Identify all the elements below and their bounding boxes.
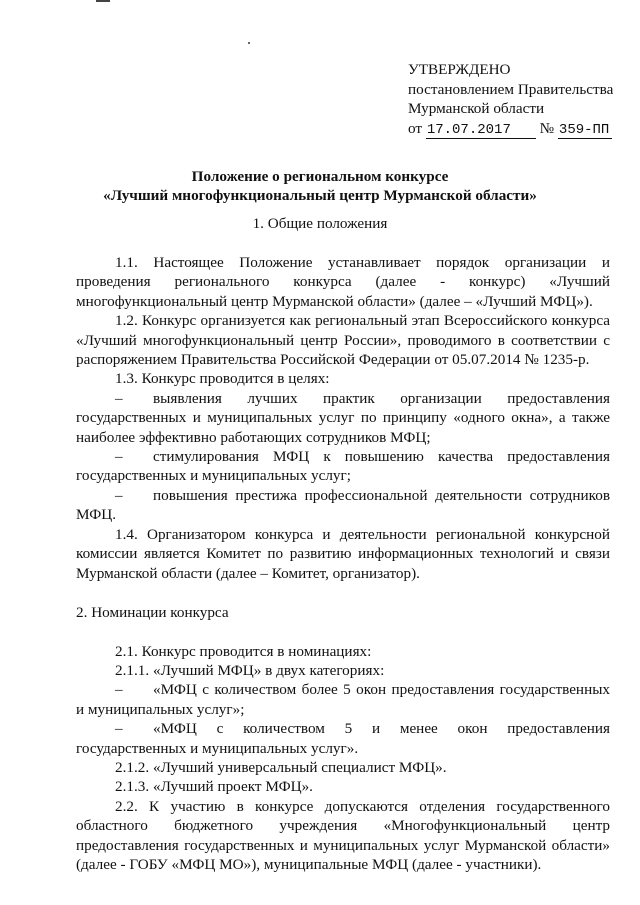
list-item-goal-3 xyxy=(76,486,610,525)
list-item-category-2 xyxy=(76,719,610,758)
approval-stamp xyxy=(408,60,613,139)
dash-marker: – xyxy=(115,486,123,504)
paragraph-2-1-2: 2.1.2. «Лучший универсальный специалист МФЦ». xyxy=(115,758,447,776)
section-title-1: 1. Общие положения xyxy=(252,215,388,232)
paragraph-1-4: 1.4. Организатором конкурса и деятельности региональной конкурсной комиссии является Комитет по развитию информационных технологий и связи Мурманской области (далее – Комитет, организатор). xyxy=(76,525,610,582)
dash-marker: – xyxy=(115,681,123,699)
scan-artifact-dot xyxy=(248,42,250,44)
approval-date-line xyxy=(408,119,613,139)
paragraph-1-1: 1.1. Настоящее Положение устанавливает порядок организации и проведения регионального конкурса (далее - конкурс) «Лучший многофункциональный центр Мурманской области» (далее – «Лучший МФЦ»). xyxy=(76,254,610,310)
approval-number: 359-ПП xyxy=(558,123,612,139)
approval-from-label: от xyxy=(408,119,423,137)
approval-line-2: Мурманской области xyxy=(408,100,545,117)
paragraph-1-2: 1.2. Конкурс организуется как региональный этап Всероссийского конкурса «Лучший многофункциональный центр России», проводимого в соответствии с распоряжением Правительства Российской Федерации от 05.07.2014 № 1235-р. xyxy=(76,312,610,369)
list-item-text: «МФЦ с количеством 5 и менее окон предоставления государственных и муниципальных услуг». xyxy=(76,720,610,757)
list-item-text: «МФЦ с количеством более 5 окон предоставления государственных и муниципальных услуг»; xyxy=(76,681,610,718)
list-item-goal-2 xyxy=(76,447,610,486)
document-title-line-1: Положение о региональном конкурсе xyxy=(191,168,449,185)
paragraph-2-2: 2.2. К участию в конкурсе допускаются отделения государственного областного бюджетного учреждения «Многофункциональный центр предоставления государственных и муниципальных услуг Мурманской области» (далее - ГОБУ «МФЦ МО»), муниципальные МФЦ (далее - участники). xyxy=(76,797,610,873)
list-item-category-1 xyxy=(76,680,610,719)
dash-marker: – xyxy=(115,389,123,407)
scan-artifact xyxy=(96,0,110,2)
document-body xyxy=(76,253,610,874)
dash-marker: – xyxy=(115,720,123,738)
list-item-text: повышения престижа профессиональной деятельности сотрудников МФЦ. xyxy=(76,486,610,524)
list-item-goal-1 xyxy=(76,389,610,447)
document-title-line-2: «Лучший многофункциональный центр Мурманской области» xyxy=(103,187,537,204)
approval-number-label: № xyxy=(539,119,555,137)
paragraph-2-1-1: 2.1.1. «Лучший МФЦ» в двух категориях: xyxy=(115,661,385,679)
paragraph-2-1-3: 2.1.3. «Лучший проект МФЦ». xyxy=(115,778,313,796)
approval-heading: УТВЕРЖДЕНО xyxy=(408,61,511,78)
section-title-2: 2. Номинации конкурса xyxy=(76,603,229,621)
approval-line-1: постановлением Правительства xyxy=(408,80,614,98)
list-item-text: выявления лучших практик организации предоставления государственных и муниципальных услуг по принципу «одного окна», а также наиболее эффективно работающих сотрудников МФЦ; xyxy=(76,389,610,446)
paragraph-2-1: 2.1. Конкурс проводится в номинациях: xyxy=(115,642,372,660)
paragraph-1-3: 1.3. Конкурс проводится в целях: xyxy=(115,370,330,388)
approval-date: 17.07.2017 xyxy=(426,123,536,139)
list-item-text: стимулирования МФЦ к повышению качества предоставления государственных и муниципальных услуг; xyxy=(76,448,610,485)
dash-marker: – xyxy=(115,448,123,466)
